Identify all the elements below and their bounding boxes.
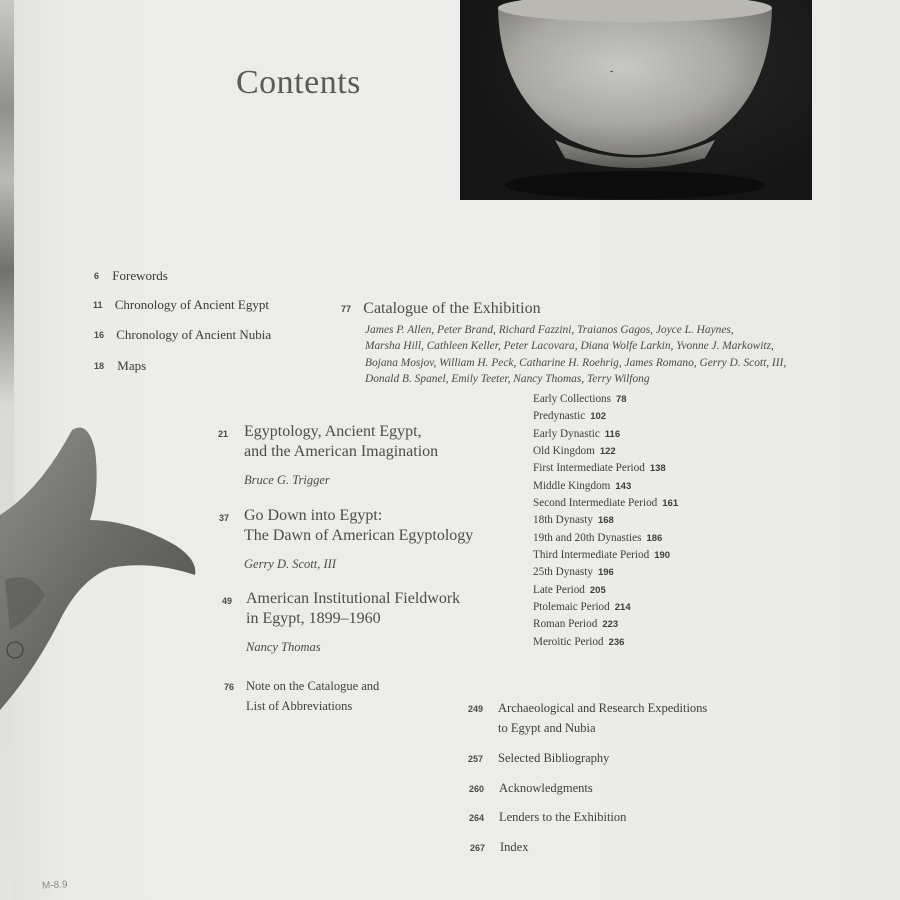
catalogue-section[interactable] (533, 426, 733, 443)
stone-bowl-image (460, 0, 812, 200)
section-page: 138 (649, 463, 666, 475)
section-page: 122 (599, 446, 616, 458)
toc-entry-maps[interactable] (94, 358, 146, 374)
section-page: 196 (597, 567, 614, 579)
section-label: Late Period (533, 583, 585, 596)
toc-entry-catalogue[interactable] (341, 300, 541, 318)
page-number: 6 (94, 271, 100, 281)
bowl-inscription: - (608, 63, 615, 78)
stone-tool-image (0, 420, 210, 720)
bowl-photograph (460, 0, 812, 200)
section-label: Third Intermediate Period (533, 549, 650, 562)
page-number: 77 (341, 304, 352, 314)
entry-title-line: in Egypt, 1899–1960 (246, 610, 381, 627)
toc-entry-index[interactable] (470, 837, 529, 857)
section-page: 78 (616, 394, 627, 405)
entry-title-line: The Dawn of American Egyptology (244, 527, 474, 544)
entry-label: Maps (117, 358, 147, 373)
page-number: 18 (94, 361, 105, 371)
entry-title-line: Lenders to the Exhibition (499, 810, 627, 824)
section-label: Second Intermediate Period (533, 497, 658, 510)
toc-entry-note[interactable] (224, 676, 380, 716)
catalogue-section[interactable] (533, 460, 733, 477)
section-page: 161 (662, 498, 679, 510)
catalogue-section[interactable] (533, 616, 733, 633)
entry-title-line: American Institutional Fieldwork (246, 590, 461, 607)
toc-entry-expeditions[interactable] (468, 698, 708, 738)
entry-label: Forewords (112, 268, 168, 283)
section-label: Roman Period (533, 618, 598, 631)
toc-entry-essay-thomas[interactable] (222, 589, 461, 657)
entry-title-line: List of Abbreviations (246, 699, 353, 713)
page-number: 76 (224, 682, 235, 692)
entry-author: Bruce G. Trigger (244, 473, 330, 487)
page-number: 49 (222, 596, 233, 606)
page-number: 267 (470, 843, 486, 853)
page-number: 21 (218, 429, 229, 439)
catalogue-section[interactable] (533, 564, 733, 581)
section-page: 190 (654, 550, 671, 562)
section-page: 143 (615, 480, 632, 492)
section-page: 168 (597, 515, 614, 527)
section-page: 223 (602, 619, 619, 631)
section-label: Early Collections (533, 393, 611, 405)
section-label: Middle Kingdom (533, 479, 611, 492)
author-line: James P. Allen, Peter Brand, Richard Fazzini, Traianos Gagos, Joyce L. Haynes, (365, 324, 734, 336)
library-sticker: M-8.9 (41, 879, 68, 892)
entry-title-line: Archaeological and Research Expeditions (498, 701, 708, 715)
entry-title-line: Index (500, 840, 529, 854)
catalogue-section[interactable] (533, 495, 733, 512)
author-line: Marsha Hill, Cathleen Keller, Peter Lacovara, Diana Wolfe Larkin, Yvonne J. Markowitz, (365, 340, 774, 353)
catalogue-section[interactable] (533, 599, 733, 616)
section-page: 186 (646, 532, 663, 544)
toc-entry-chronology-egypt[interactable] (93, 297, 269, 313)
toc-entry-lenders[interactable] (469, 807, 627, 827)
section-label: 25th Dynasty (533, 566, 593, 579)
entry-label: Chronology of Ancient Nubia (116, 327, 272, 342)
catalogue-section[interactable] (533, 547, 733, 564)
toc-entry-bibliography[interactable] (468, 748, 610, 768)
catalogue-authors (365, 322, 825, 388)
section-page: 214 (614, 602, 631, 614)
section-label: Ptolemaic Period (533, 601, 610, 614)
catalogue-section[interactable] (533, 391, 733, 408)
section-label: First Intermediate Period (533, 462, 645, 475)
toc-entry-acknowledgments[interactable] (469, 778, 593, 798)
section-label: Predynastic (533, 410, 586, 423)
author-line: Bojana Mosjov, William H. Peck, Catharine H. Roehrig, James Romano, Gerry D. Scott, III, (365, 356, 787, 369)
page-number: 37 (219, 513, 230, 523)
catalogue-section[interactable] (533, 582, 733, 599)
entry-title-line: Egyptology, Ancient Egypt, (244, 423, 422, 440)
entry-title-line: and the American Imagination (244, 443, 439, 460)
catalogue-section[interactable] (533, 408, 733, 425)
entry-author: Nancy Thomas (246, 640, 321, 654)
page-number: 264 (469, 813, 485, 823)
section-page: 102 (590, 411, 607, 423)
toc-entry-forewords[interactable] (94, 268, 168, 284)
section-page: 116 (604, 428, 621, 440)
catalogue-section[interactable] (533, 443, 733, 460)
section-label: Meroitic Period (533, 635, 604, 648)
entry-title-line: Selected Bibliography (498, 751, 610, 765)
section-label: 19th and 20th Dynasties (533, 531, 642, 544)
page-title: Contents (236, 64, 361, 101)
entry-title-line: Go Down into Egypt: (244, 507, 383, 524)
entry-title-line: Acknowledgments (499, 781, 593, 795)
author-line: Donald B. Spanel, Emily Teeter, Nancy Thomas, Terry Wilfong (365, 373, 650, 386)
entry-title-line: Note on the Catalogue and (246, 679, 380, 693)
toc-entry-chronology-nubia[interactable] (94, 327, 271, 343)
page-number: 249 (468, 704, 484, 714)
catalogue-section[interactable] (533, 512, 733, 529)
catalogue-section-list (533, 391, 733, 651)
section-label: Old Kingdom (533, 445, 595, 458)
entry-label: Catalogue of the Exhibition (363, 300, 541, 317)
toc-entry-essay-trigger[interactable] (218, 422, 439, 490)
catalogue-section[interactable] (533, 530, 733, 547)
catalogue-section[interactable] (533, 634, 733, 651)
page-number: 11 (93, 300, 103, 310)
section-page: 236 (608, 636, 625, 648)
section-page: 205 (589, 584, 606, 596)
page-number: 257 (468, 754, 484, 764)
catalogue-section[interactable] (533, 478, 733, 495)
section-label: Early Dynastic (533, 427, 600, 440)
page-number: 260 (469, 784, 485, 794)
toc-entry-essay-scott[interactable] (219, 506, 474, 574)
section-label: 18th Dynasty (533, 514, 593, 527)
page-number: 16 (94, 330, 105, 340)
entry-author: Gerry D. Scott, III (244, 557, 336, 571)
entry-title-line: to Egypt and Nubia (498, 721, 596, 735)
entry-label: Chronology of Ancient Egypt (114, 297, 269, 312)
